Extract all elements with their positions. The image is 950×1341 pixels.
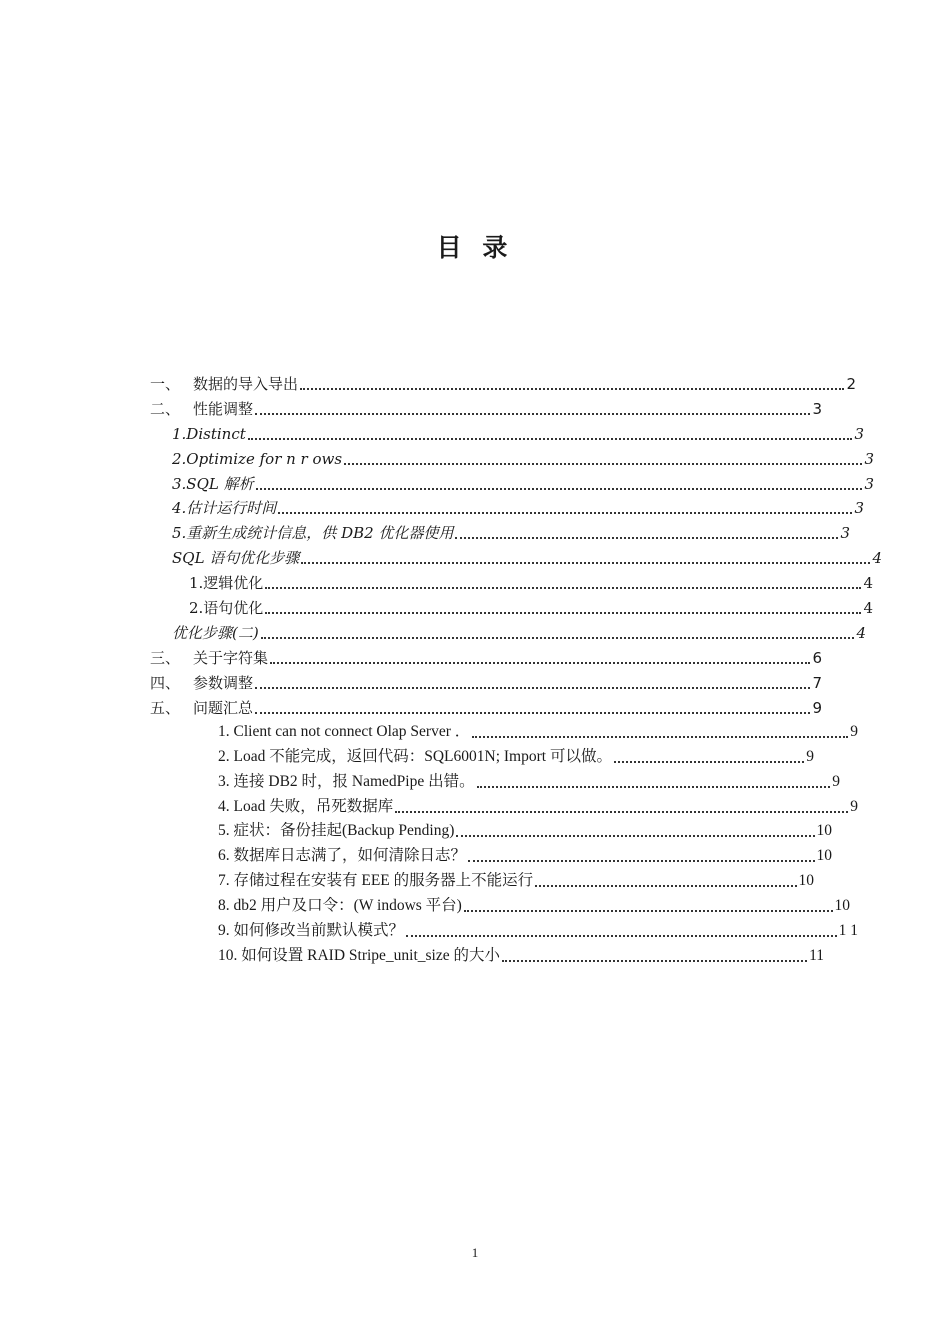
toc-entry-text: 关于字符集: [193, 649, 269, 667]
toc-entry-text: 2. Load 不能完成，返回代码：SQL6001N; Import 可以做。: [218, 748, 612, 765]
toc-entry-page: 3: [854, 499, 864, 517]
toc-entry-page: 9: [806, 748, 814, 765]
toc-entry-2-1[interactable]: [172, 422, 864, 446]
toc-entry-5[interactable]: [150, 696, 822, 720]
toc-entry-page: 9: [850, 723, 858, 740]
toc-entry-text: 8. db2 用户及口令：(W indows 平台): [218, 897, 462, 914]
toc-entry-page: 10: [798, 872, 814, 889]
toc-entry-text: 4. Load 失败，吊死数据库: [218, 798, 394, 815]
toc-leader-dots: [502, 960, 807, 962]
toc-entry-5-5[interactable]: [218, 819, 832, 843]
toc-entry-2-3[interactable]: [172, 472, 874, 496]
toc-leader-dots: [477, 786, 831, 788]
toc-entry-5-9[interactable]: [218, 919, 858, 943]
toc-entry-1[interactable]: [150, 372, 856, 396]
toc-entry-page: 9: [832, 773, 840, 790]
toc-entry-5-7[interactable]: [218, 869, 814, 893]
toc-entry-text: 参数调整: [193, 674, 254, 692]
toc-entry-5-8[interactable]: [218, 894, 850, 918]
toc-leader-dots: [455, 537, 838, 539]
toc-leader-dots: [265, 612, 861, 614]
toc-leader-dots: [278, 512, 852, 514]
toc-entry-page: 6: [812, 649, 822, 667]
toc-leader-dots: [395, 811, 848, 813]
toc-entry-5-6[interactable]: [218, 844, 832, 868]
toc-entry-page: 3: [864, 475, 874, 493]
toc-entry-5-3[interactable]: [218, 770, 840, 794]
toc-entry-text: 问题汇总: [193, 699, 254, 717]
toc-entry-2[interactable]: [150, 397, 822, 421]
toc-entry-number: 一、: [150, 375, 181, 393]
toc-entry-page: 2: [846, 375, 856, 393]
toc-entry-2-5[interactable]: [172, 521, 850, 545]
toc-entry-page: 10: [816, 822, 832, 839]
toc-entry-text: 5.重新生成统计信息，供 DB2 优化器使用: [172, 524, 454, 542]
toc-leader-dots: [472, 736, 848, 738]
toc-entry-text: 7. 存储过程在安装有 EEE 的服务器上不能运行: [218, 872, 534, 889]
toc-entry-page: 10: [834, 897, 850, 914]
toc-entry-2-2[interactable]: [172, 447, 874, 471]
toc-entry-number: 四、: [150, 674, 181, 692]
toc-leader-dots: [256, 488, 863, 490]
toc-entry-5-10[interactable]: [218, 944, 824, 968]
toc-entry-text: 数据的导入导出: [193, 375, 299, 393]
toc-entry-5-2[interactable]: [218, 745, 814, 769]
toc-entry-page: 10: [816, 847, 832, 864]
toc-entry-page: 7: [812, 674, 822, 692]
toc-leader-dots: [535, 885, 796, 887]
toc-entry-text: 优化步骤(二): [172, 624, 259, 642]
toc-entry-text: 6. 数据库日志满了，如何清除日志？: [218, 847, 467, 864]
toc-title: 目 录: [436, 233, 514, 262]
toc-entry-text: 5. 症状：备份挂起(Backup Pending): [218, 822, 455, 839]
toc-entry-page: 3: [840, 524, 850, 542]
toc-entry-number: 三、: [150, 649, 181, 667]
toc-leader-dots: [468, 860, 814, 862]
toc-entry-3[interactable]: [150, 646, 822, 670]
toc-entry-page: 3: [864, 450, 874, 468]
toc-entry-text: 4.估计运行时间: [172, 499, 277, 517]
toc-entry-stmt-opt[interactable]: [189, 596, 873, 620]
toc-entry-page: 9: [850, 798, 858, 815]
toc-entry-text: 2.Optimize for n r ows: [172, 450, 343, 468]
toc-entry-logic-opt[interactable]: [189, 571, 873, 595]
toc-entry-page: 4: [863, 574, 873, 592]
toc-entry-page: 3: [812, 400, 822, 418]
toc-entry-text: 1.Distinct: [172, 425, 246, 443]
toc-leader-dots: [614, 761, 804, 763]
toc-entry-page: 4: [856, 624, 866, 642]
toc-entry-sql-steps[interactable]: [172, 546, 882, 570]
toc-entry-page: 3: [854, 425, 864, 443]
toc-leader-dots: [265, 587, 861, 589]
toc-leader-dots: [464, 910, 833, 912]
toc-entry-4[interactable]: [150, 671, 822, 695]
toc-entry-page: 1 1: [838, 922, 858, 939]
toc-entry-text: 10. 如何设置 RAID Stripe_unit_size 的大小: [218, 947, 500, 964]
toc-entry-2-4[interactable]: [172, 496, 864, 520]
toc-leader-dots: [270, 662, 810, 664]
toc-leader-dots: [301, 562, 870, 564]
toc-entry-text: SQL 语句优化步骤: [172, 549, 300, 567]
toc-entry-text: 1. Client can not connect Olap Server ．: [218, 723, 471, 740]
toc-entry-5-4[interactable]: [218, 795, 858, 819]
toc-entry-page: 9: [812, 699, 822, 717]
toc-entry-text: 3. 连接 DB2 时，报 NamedPipe 出错。: [218, 773, 475, 790]
toc-entry-text: 9. 如何修改当前默认模式？: [218, 922, 405, 939]
toc-entry-5-1[interactable]: [218, 720, 858, 744]
toc-leader-dots: [261, 637, 855, 639]
toc-entry-page: 4: [863, 599, 873, 617]
toc-entry-text: 2.语句优化: [189, 599, 264, 617]
toc-entry-page: 4: [872, 549, 882, 567]
toc-leader-dots: [255, 712, 810, 714]
toc-leader-dots: [344, 463, 862, 465]
page-number: 1: [471, 1245, 479, 1260]
toc-entry-page: 11: [809, 947, 824, 964]
toc-leader-dots: [248, 438, 853, 440]
toc-leader-dots: [456, 835, 814, 837]
toc-leader-dots: [300, 388, 844, 390]
toc-leader-dots: [255, 687, 810, 689]
toc-leader-dots: [406, 935, 837, 937]
toc-leader-dots: [255, 413, 810, 415]
toc-entry-text: 性能调整: [193, 400, 254, 418]
toc-entry-opt-steps-2[interactable]: [172, 621, 866, 645]
toc-entry-text: 3.SQL 解析: [172, 475, 254, 493]
toc-entry-number: 五、: [150, 699, 181, 717]
toc-entry-number: 二、: [150, 400, 181, 418]
toc-entry-text: 1.逻辑优化: [189, 574, 264, 592]
